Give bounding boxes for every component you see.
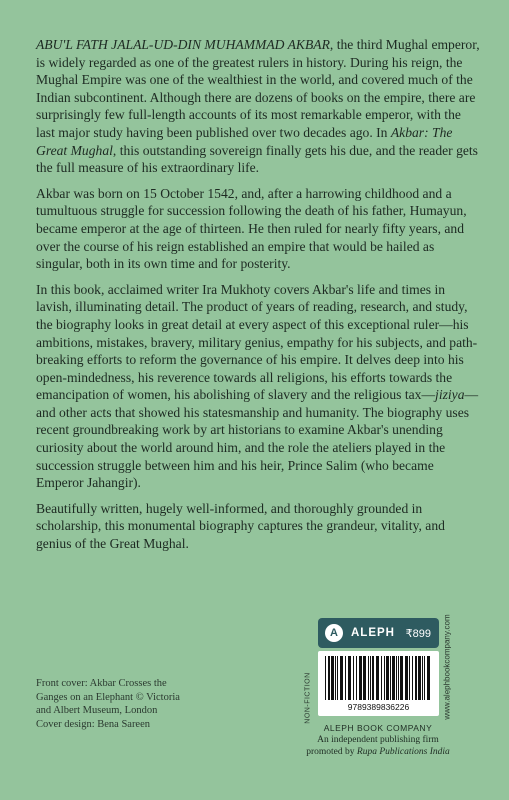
- website-url: www.alephbookcompany.com: [442, 614, 452, 720]
- aleph-logo-icon: A: [325, 624, 343, 642]
- cover-credit: Front cover: Akbar Crosses the Ganges on an Elephant © Victoria and Albert Museum, London Cover design: Bena Sareen: [36, 678, 180, 730]
- back-cover-blurb: [36, 36, 481, 561]
- book-title: Akbar: The Great Mughal: [36, 124, 453, 158]
- jiziya-term: jiziya: [435, 387, 465, 403]
- blurb-paragraph-1: ABU'L FATH JALAL-UD-DIN MUHAMMAD AKBAR, the third Mughal emperor, is widely regarded as one of the greatest rulers in history. During his reign, the Mughal Empire was one of the wealthiest in the world, and covered much of the Indian subcontinent. Although there are dozens of books on the empire, there are surprisingly few full-length accounts of its most remarkable emperor, with the last major study having been published over two decades ago. In Akbar: The Great Mughal, this outstanding sovereign finally gets his due, and the reader gets the full measure of his extraordinary life.: [36, 37, 480, 176]
- brand-label: ALEPH: [351, 627, 395, 639]
- price-label: ₹899: [405, 627, 431, 640]
- blurb-paragraph-3: In this book, acclaimed writer Ira Mukhoty covers Akbar's life and times in lavish, illuminating detail. The product of years of reading, research, and study, the biography looks in great detail at every aspect of this exceptional ruler—his ambitions, mistakes, bravery, military genius, empathy for his subjects, and path-breaking efforts to reform the governance of his empire. It delves deep into his open-mindedness, his reverence towards all religions, his efforts towards the emancipation of women, his abolishing of slavery and the religious tax—jiziya—and other acts that showed his statesmanship and humanity. The biography uses recent groundbreaking work by art historians to examine Akbar's unending curiosity about the world around him, and the role the ateliers played in the succession struggle between him and his heir, Prince Salim (who became Emperor Jahangir).: [36, 281, 479, 491]
- publisher-line-2: promoted by Rupa Publications India: [306, 747, 450, 758]
- blurb-paragraph-2: Akbar was born on 15 October 1542, and, after a harrowing childhood and a tumultuous struggle for succession following the death of his father, Humayun, became emperor at the age of thirteen. He then ruled for nearly fifty years, and over the course of his reign established an empire that would be hailed as singular, both in its own time and for posterity.: [36, 185, 467, 272]
- isbn-number: 9789389836226: [347, 702, 410, 712]
- barcode-bars-icon: [323, 656, 434, 700]
- barcode: [318, 651, 439, 716]
- publisher-line-1: An independent publishing firm: [317, 735, 439, 745]
- price-bar: [318, 618, 439, 648]
- publisher-name: ALEPH BOOK COMPANY: [323, 723, 433, 733]
- blurb-paragraph-4: Beautifully written, hugely well-informed, and thoroughly grounded in scholarship, this monumental biography captures the grandeur, vitality, and genius of the Great Mughal.: [36, 500, 445, 552]
- category-label: NON-FICTION: [304, 672, 312, 724]
- publisher-info: [298, 722, 458, 759]
- emperor-full-name: ABU'L FATH JALAL-UD-DIN MUHAMMAD AKBAR: [36, 37, 330, 52]
